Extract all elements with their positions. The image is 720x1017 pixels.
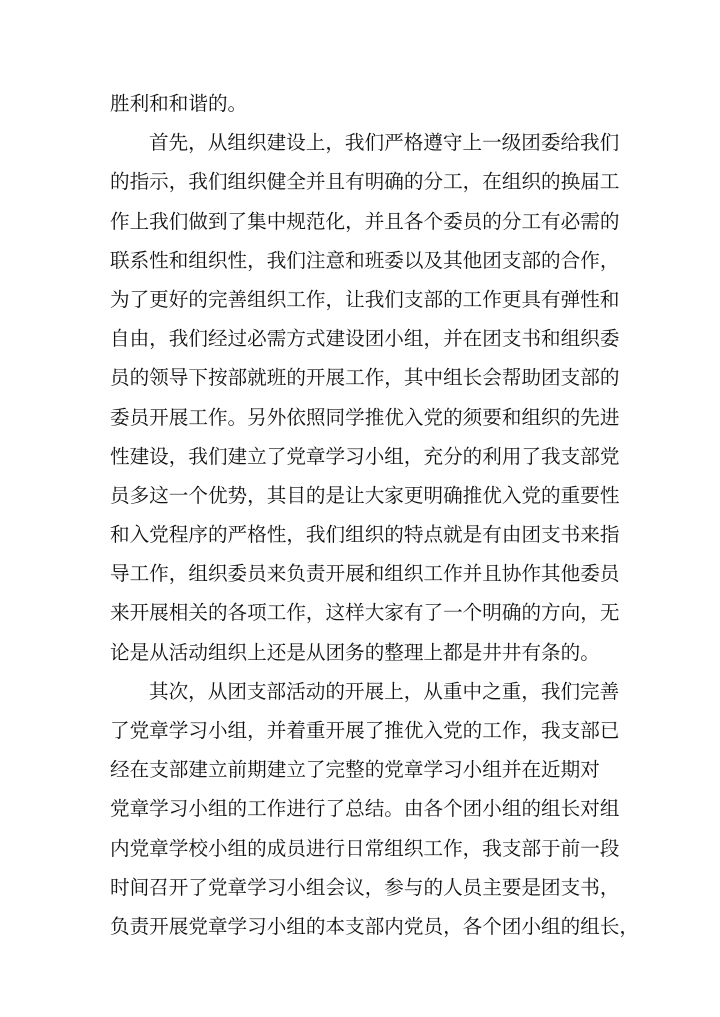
text-line: 员多这一个优势，其目的是让大家更明确推优入党的重要性 (110, 483, 620, 507)
text-line: 经在支部建立前期建立了完整的党章学习小组并在近期对 (110, 758, 600, 782)
text-line: 内党章学校小组的成员进行日常组织工作，我支部于前一段 (110, 836, 620, 860)
text-line: 导工作，组织委员来负责开展和组织工作并且协作其他委员 (110, 562, 620, 586)
text-line: 为了更好的完善组织工作，让我们支部的工作更具有弹性和 (110, 287, 620, 311)
text-line: 来开展相关的各项工作，这样大家有了一个明确的方向，无 (110, 601, 620, 625)
text-line: 了党章学习小组，并着重开展了推优入党的工作，我支部已 (110, 719, 620, 742)
text-line: 员的领导下按部就班的开展工作，其中组长会帮助团支部的 (110, 366, 620, 390)
text-line: 性建设，我们建立了党章学习小组，充分的利用了我支部党 (110, 444, 620, 468)
text-line: 联系性和组织性，我们注意和班委以及其他团支部的合作， (110, 248, 620, 272)
text-line: 时间召开了党章学习小组会议，参与的人员主要是团支书， (110, 875, 620, 899)
text-line: 委员开展工作。另外依照同学推优入党的须要和组织的先进 (110, 405, 620, 429)
text-line: 和入党程序的严格性，我们组织的特点就是有由团支书来指 (110, 523, 620, 547)
body-text (110, 84, 640, 946)
paragraph-first-line: 其次，从团支部活动的开展上，从重中之重，我们完善 (149, 679, 620, 703)
paragraph-first-line: 首先，从组织建设上，我们严格遵守上一级团委给我们 (149, 131, 620, 155)
text-line: 负责开展党章学习小组的本支部内党员，各个团小组的组长， (110, 914, 640, 938)
text-line: 自由，我们经过必需方式建设团小组，并在团支书和组织委 (110, 327, 620, 351)
text-line: 论是从活动组织上还是从团务的整理上都是井井有条的。 (110, 640, 600, 664)
text-line: 胜利和和谐的。 (110, 92, 248, 115)
text-line: 的指示，我们组织健全并且有明确的分工，在组织的换届工 (110, 170, 620, 194)
text-line: 党章学习小组的工作进行了总结。由各个团小组的组长对组 (110, 797, 620, 821)
text-line: 作上我们做到了集中规范化，并且各个委员的分工有必需的 (110, 209, 620, 233)
